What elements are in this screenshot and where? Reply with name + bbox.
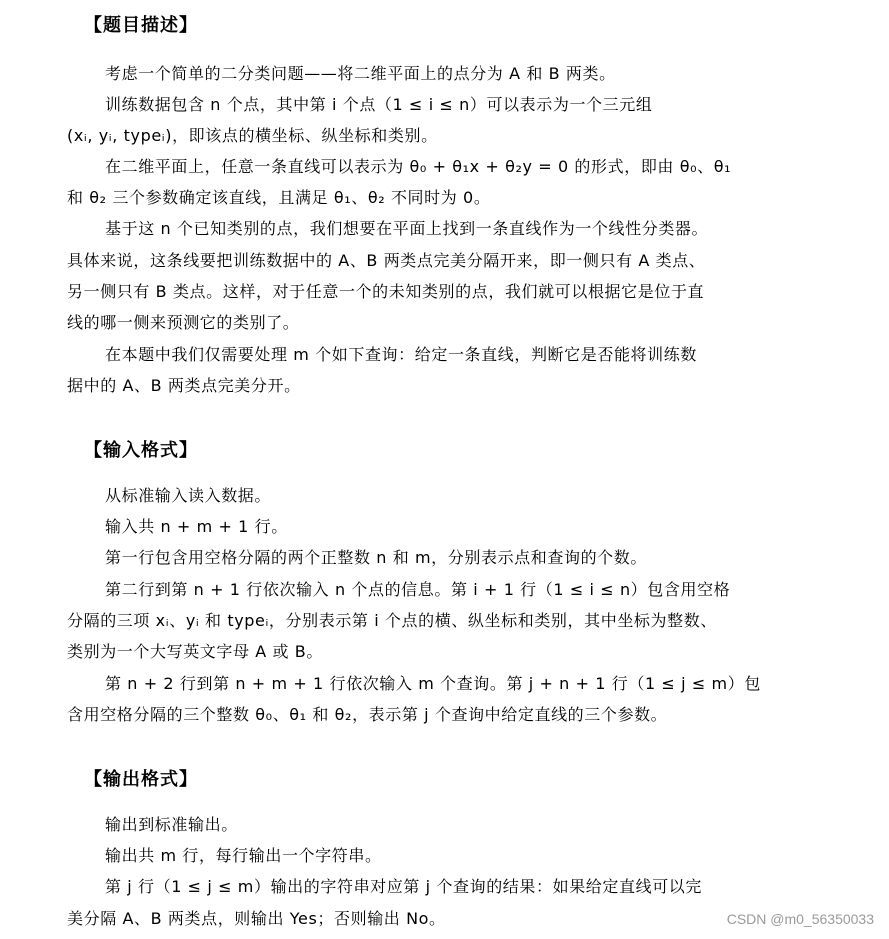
text-line: 第二行到第 n + 1 行依次输入 n 个点的信息。第 i + 1 行（1 ≤ i ≤ n）包含用空格	[105, 580, 731, 599]
text-line: 输出到标准输出。	[105, 815, 238, 834]
text-line: 输出共 m 行，每行输出一个字符串。	[105, 846, 382, 865]
text-line: 在二维平面上，任意一条直线可以表示为 θ₀ + θ₁x + θ₂y = 0 的形式，即由 θ₀、θ₁	[105, 157, 732, 176]
text-line: 分隔的三项 xᵢ、yᵢ 和 typeᵢ，分别表示第 i 个点的横、纵坐标和类别，其中坐标为整数、	[67, 611, 717, 630]
section-title-description: 【题目描述】	[84, 15, 198, 36]
text-line: 第 n + 2 行到第 n + m + 1 行依次输入 m 个查询。第 j + n + 1 行（1 ≤ j ≤ m）包	[105, 674, 761, 693]
section-title-output: 【输出格式】	[84, 769, 198, 790]
text-line: 类别为一个大写英文字母 A 或 B。	[67, 642, 323, 661]
text-line: (xᵢ, yᵢ, typeᵢ)，即该点的横坐标、纵坐标和类别。	[67, 126, 438, 145]
text-line: 第一行包含用空格分隔的两个正整数 n 和 m，分别表示点和查询的个数。	[105, 548, 647, 567]
section-title-input: 【输入格式】	[84, 440, 198, 461]
text-line: 在本题中我们仅需要处理 m 个如下查询：给定一条直线，判断它是否能将训练数	[105, 345, 697, 364]
text-line: 输入共 n + m + 1 行。	[105, 517, 288, 536]
text-line: 含用空格分隔的三个整数 θ₀、θ₁ 和 θ₂，表示第 j 个查询中给定直线的三个参数。	[67, 705, 668, 724]
watermark: CSDN @m0_56350033	[726, 911, 874, 927]
text-line: 第 j 行（1 ≤ j ≤ m）输出的字符串对应第 j 个查询的结果：如果给定直线可以完	[105, 877, 703, 896]
text-line: 美分隔 A、B 两类点，则输出 Yes；否则输出 No。	[67, 909, 446, 928]
text-line: 线的哪一侧来预测它的类别了。	[67, 313, 300, 332]
text-line: 考虑一个简单的二分类问题——将二维平面上的点分为 A 和 B 两类。	[105, 64, 616, 83]
text-line: 和 θ₂ 三个参数确定该直线，且满足 θ₁、θ₂ 不同时为 0。	[67, 188, 491, 207]
text-line: 从标准输入读入数据。	[105, 486, 272, 505]
text-line: 另一侧只有 B 类点。这样，对于任意一个的未知类别的点，我们就可以根据它是位于直	[67, 282, 705, 301]
text-line: 基于这 n 个已知类别的点，我们想要在平面上找到一条直线作为一个线性分类器。	[105, 219, 709, 238]
text-line: 训练数据包含 n 个点，其中第 i 个点（1 ≤ i ≤ n）可以表示为一个三元组	[105, 95, 653, 114]
text-line: 据中的 A、B 两类点完美分开。	[67, 376, 301, 395]
text-line: 具体来说，这条线要把训练数据中的 A、B 两类点完美分隔开来，即一侧只有 A 类点、	[67, 251, 706, 270]
